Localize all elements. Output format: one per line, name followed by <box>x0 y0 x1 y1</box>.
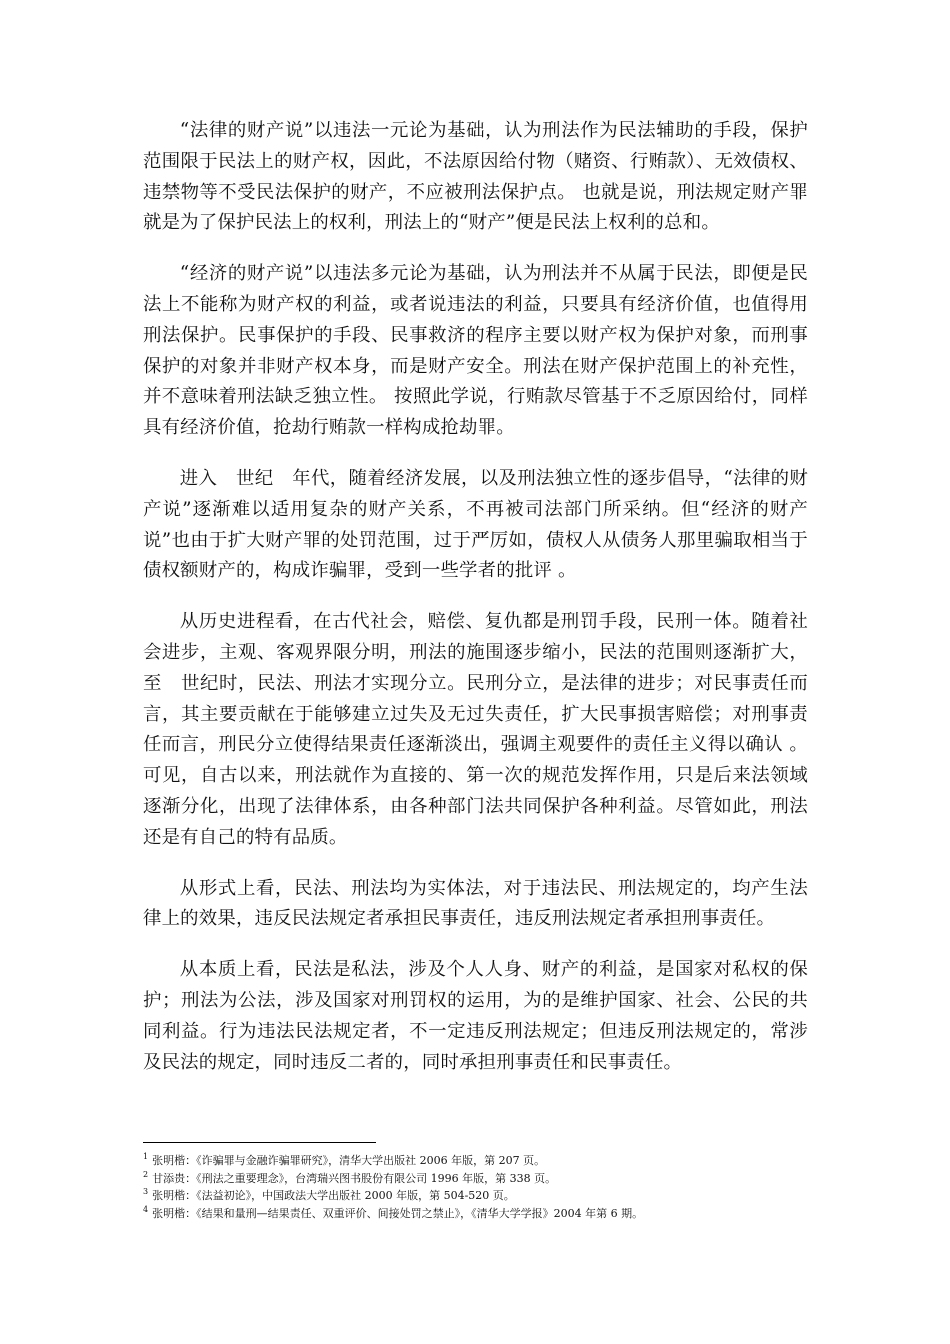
paragraph-historical-process: 从历史进程看，在古代社会，赔偿、复仇都是刑罚手段，民刑一体。随着社会进步，主观、客观界限分明，刑法的施围逐步缩小，民法的范围则逐渐扩大，至 世纪时，民法、刑法才实现分立。民刑分立，是法律的进步；对民事责任而言，其主要贡献在于能够建立过失及无过失责任，扩大民事损害赔偿；对刑事责任而言，刑民分立使得结果责任逐渐淡出，强调主观要件的责任主义得以确认 。可见，自古以来，刑法就作为直接的、第一次的规范发挥作用，只是后来法领域逐渐分化，出现了法律体系，由各种部门法共同保护各种利益。尽管如此，刑法还是有自己的特有品质。 <box>143 611 808 848</box>
footnote-number: 2 <box>143 1169 149 1179</box>
footnote-text: 甘添贵：《刑法之重要理念》，台湾瑞兴图书股份有限公司 1996 年版，第 338 页。 <box>152 1171 557 1185</box>
footnote-item <box>143 1187 823 1205</box>
footnote-number: 3 <box>143 1187 149 1197</box>
paragraph-legal-property-theory: “法律的财产说”以违法一元论为基础，认为刑法作为民法辅助的手段，保护范围限于民法上的财产权，因此，不法原因给付物（赌资、行贿款）、无效债权、违禁物等不受民法保护的财产，不应被刑法保护点。 也就是说，刑法规定财产罪就是为了保护民法上的权利，刑法上的“财产”便是民法上权利的总和。 <box>143 120 808 234</box>
footnote-text: 张明楷：《法益初论》，中国政法大学出版社 2000 年版，第 504-520 页。 <box>152 1189 515 1202</box>
footnote-item <box>143 1205 823 1223</box>
paragraph-theory-evolution: 进入 世纪 年代，随着经济发展，以及刑法独立性的逐步倡导，“法律的财产说”逐渐难以适用复杂的财产关系，不再被司法部门所采纳。但“经济的财产说”也由于扩大财产罪的处罚范围，过于严厉如，债权人从债务人那里骗取相当于债权额财产的，构成诈骗罪，受到一些学者的批评 。 <box>143 467 808 582</box>
footnote-separator <box>143 1142 376 1143</box>
footnote-item <box>143 1170 823 1188</box>
footnote-number: 1 <box>143 1152 149 1162</box>
paragraph-substantive-view: 从本质上看，民法是私法，涉及个人人身、财产的利益，是国家对私权的保护；刑法为公法，涉及国家对刑罚权的运用，为的是维护国家、社会、公民的共同利益。行为违法民法规定者，不一定违反刑法规定；但违反刑法规定的，常涉及民法的规定，同时违反二者的，同时承担刑事责任和民事责任。 <box>143 959 808 1073</box>
paragraph-formal-view: 从形式上看，民法、刑法均为实体法，对于违法民、刑法规定的，均产生法律上的效果，违反民法规定者承担民事责任，违反刑法规定者承担刑事责任。 <box>143 877 808 930</box>
footnote-number: 4 <box>143 1204 149 1214</box>
document-body <box>143 116 808 1078</box>
footnote-text: 张明楷：《诈骗罪与金融诈骗罪研究》，清华大学出版社 2006 年版，第 207 页。 <box>152 1154 546 1167</box>
paragraph-economic-property-theory: “经济的财产说”以违法多元论为基础，认为刑法并不从属于民法，即便是民法上不能称为财产权的利益，或者说违法的利益，只要具有经济价值，也值得用刑法保护。民事保护的手段、民事救济的程序主要以财产权为保护对象，而刑事保护的对象并非财产权本身，而是财产安全。刑法在财产保护范围上的补充性，并不意味着刑法缺乏独立性。 按照此学说，行贿款尽管基于不乏原因给付，同样具有经济价值，抢劫行贿款一样构成抢劫罪。 <box>143 263 808 439</box>
footnotes-section <box>143 1142 823 1222</box>
footnote-text: 张明楷：《结果和量刑—结果责任、双重评价、间接处罚之禁止》，《清华大学学报》2004 年第 6 期。 <box>152 1206 644 1220</box>
footnote-item <box>143 1152 823 1170</box>
